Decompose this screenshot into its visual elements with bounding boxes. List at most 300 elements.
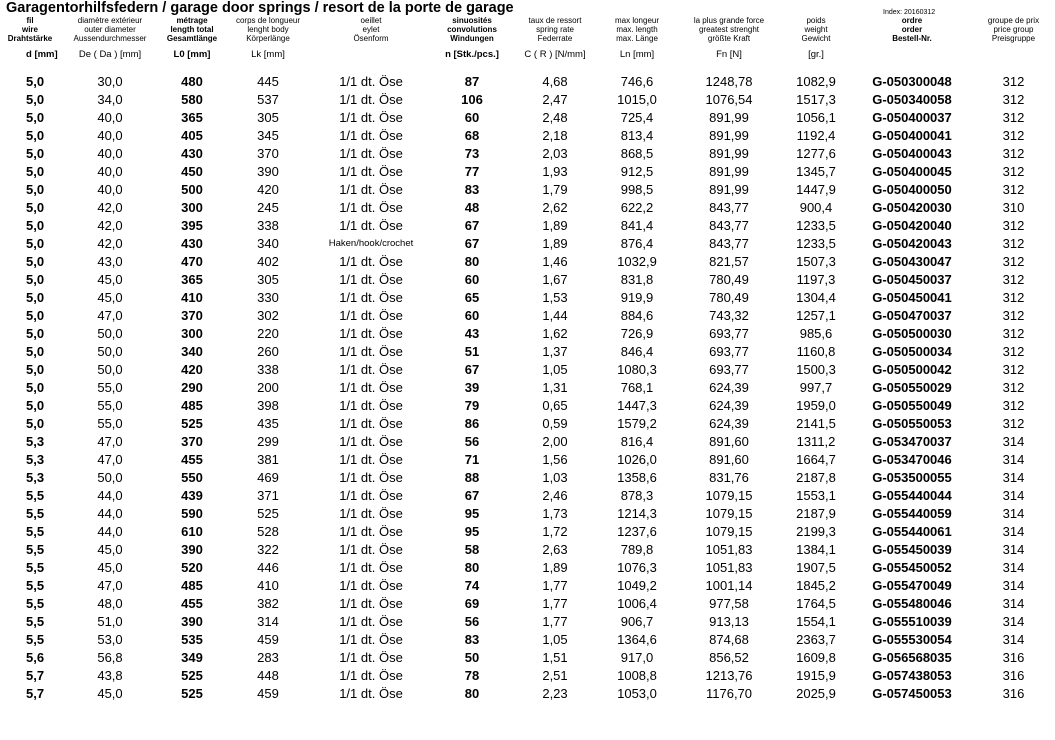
- table-cell: 370: [181, 308, 203, 323]
- table-cell: 34,0: [97, 92, 123, 107]
- table-cell: 1553,1: [796, 488, 836, 503]
- table-cell: 998,5: [620, 182, 654, 197]
- table-cell: 314: [1002, 614, 1025, 629]
- table-cell: 312: [1002, 218, 1025, 233]
- table-cell: 40,0: [97, 182, 123, 197]
- table-cell: 1/1 dt. Öse: [339, 92, 403, 107]
- table-cell: 1079,15: [705, 524, 753, 539]
- table-cell: 1,44: [542, 308, 568, 323]
- table-cell: 1/1 dt. Öse: [339, 380, 403, 395]
- table-cell: 299: [257, 434, 279, 449]
- table-cell: 2363,7: [796, 632, 836, 647]
- table-cell: 395: [181, 218, 203, 233]
- table-cell: G-053470037: [872, 434, 952, 449]
- table-cell: 5,5: [26, 506, 45, 521]
- table-cell: 74: [464, 578, 480, 593]
- table-cell: 56: [464, 434, 480, 449]
- table-cell: 1664,7: [796, 452, 836, 467]
- table-cell: 5,6: [26, 650, 45, 665]
- table-cell: 420: [181, 362, 203, 377]
- table-cell: 45,0: [97, 290, 123, 305]
- table-cell: 624,39: [709, 416, 749, 431]
- table-cell: 500: [181, 182, 203, 197]
- table-cell: 1/1 dt. Öse: [339, 470, 403, 485]
- table-row: [0, 361, 1055, 379]
- table-cell: 5,0: [26, 380, 45, 395]
- table-row: [0, 559, 1055, 577]
- table-cell: G-050300048: [872, 74, 952, 89]
- table-cell: G-050470037: [872, 308, 952, 323]
- header-line1-row: [0, 16, 1055, 25]
- header-line2-cell: price group: [993, 25, 1034, 34]
- table-cell: 1/1 dt. Öse: [339, 614, 403, 629]
- header-unit-cell: d [mm]: [26, 48, 58, 60]
- table-cell: 316: [1002, 668, 1025, 683]
- table-cell: 1051,83: [705, 560, 753, 575]
- table-cell: 831,8: [620, 272, 654, 287]
- table-cell: G-055510039: [872, 614, 952, 629]
- table-cell: 67: [464, 236, 480, 251]
- table-cell: 51: [464, 344, 480, 359]
- table-cell: G-050500030: [872, 326, 952, 341]
- table-cell: 1764,5: [796, 596, 836, 611]
- table-row: [0, 199, 1055, 217]
- table-cell: 856,52: [709, 650, 749, 665]
- table-cell: 445: [257, 74, 279, 89]
- table-cell: G-050430047: [872, 254, 952, 269]
- table-cell: 80: [464, 254, 480, 269]
- table-cell: 86: [464, 416, 480, 431]
- table-cell: 1/1 dt. Öse: [339, 686, 403, 701]
- table-cell: 1,05: [542, 362, 568, 377]
- header-line3-cell: größte Kraft: [707, 34, 751, 43]
- table-cell: 1/1 dt. Öse: [339, 290, 403, 305]
- table-cell: 390: [181, 614, 203, 629]
- table-row: [0, 253, 1055, 271]
- table-cell: 5,0: [26, 254, 45, 269]
- table-cell: G-050550049: [872, 398, 952, 413]
- header-line1-cell: la plus grande force: [693, 16, 765, 25]
- table-cell: 997,7: [799, 380, 833, 395]
- table-cell: 622,2: [620, 200, 654, 215]
- table-cell: 1053,0: [617, 686, 657, 701]
- table-cell: 1080,3: [617, 362, 657, 377]
- table-cell: 891,99: [709, 110, 749, 125]
- table-cell: 1257,1: [796, 308, 836, 323]
- table-row: [0, 217, 1055, 235]
- table-cell: 312: [1002, 326, 1025, 341]
- table-cell: 5,7: [26, 686, 45, 701]
- header-line3-cell: Ösenform: [353, 34, 389, 43]
- table-cell: 45,0: [97, 686, 123, 701]
- table-cell: 743,32: [709, 308, 749, 323]
- table-cell: 5,0: [26, 182, 45, 197]
- header-line1-cell: taux de ressort: [528, 16, 582, 25]
- header-line1-cell: métrage: [176, 16, 208, 25]
- table-cell: 245: [257, 200, 279, 215]
- table-cell: 79: [464, 398, 480, 413]
- table-cell: 891,60: [709, 452, 749, 467]
- table-cell: 1/1 dt. Öse: [339, 110, 403, 125]
- table-cell: 1/1 dt. Öse: [339, 308, 403, 323]
- table-cell: 1/1 dt. Öse: [339, 632, 403, 647]
- table-cell: 312: [1002, 416, 1025, 431]
- table-cell: 1/1 dt. Öse: [339, 488, 403, 503]
- table-cell: 1,31: [542, 380, 568, 395]
- table-cell: 874,68: [709, 632, 749, 647]
- table-cell: 1364,6: [617, 632, 657, 647]
- table-cell: 48,0: [97, 596, 123, 611]
- table-cell: 316: [1002, 650, 1025, 665]
- table-cell: 5,0: [26, 398, 45, 413]
- table-cell: G-050400041: [872, 128, 952, 143]
- table-cell: 58: [464, 542, 480, 557]
- table-cell: 1192,4: [796, 128, 836, 143]
- table-cell: 305: [257, 110, 279, 125]
- header-line3-cell: Windungen: [450, 34, 494, 43]
- table-cell: 525: [181, 686, 203, 701]
- table-cell: 5,0: [26, 200, 45, 215]
- table-cell: 1,89: [542, 218, 568, 233]
- header-line2-cell: wire: [21, 25, 38, 34]
- table-cell: 5,5: [26, 542, 45, 557]
- table-cell: G-050400037: [872, 110, 952, 125]
- table-row: [0, 577, 1055, 595]
- table-cell: 78: [464, 668, 480, 683]
- table-cell: 4,68: [542, 74, 568, 89]
- table-cell: 47,0: [97, 452, 123, 467]
- table-cell: 1026,0: [617, 452, 657, 467]
- table-cell: 1,53: [542, 290, 568, 305]
- table-cell: 200: [257, 380, 279, 395]
- table-cell: G-050420030: [872, 200, 952, 215]
- table-cell: 45,0: [97, 542, 123, 557]
- table-cell: 42,0: [97, 200, 123, 215]
- table-row: [0, 271, 1055, 289]
- table-cell: 50,0: [97, 470, 123, 485]
- table-cell: 1/1 dt. Öse: [339, 560, 403, 575]
- table-cell: 44,0: [97, 524, 123, 539]
- table-cell: Haken/hook/crochet: [328, 238, 414, 249]
- table-cell: 390: [181, 542, 203, 557]
- table-cell: G-055440059: [872, 506, 952, 521]
- table-cell: 726,9: [620, 326, 654, 341]
- table-cell: 1051,83: [705, 542, 753, 557]
- table-cell: 900,4: [799, 200, 833, 215]
- table-cell: 525: [257, 506, 279, 521]
- table-cell: 1907,5: [796, 560, 836, 575]
- table-cell: 846,4: [620, 344, 654, 359]
- header-line1-cell: poids: [806, 16, 826, 25]
- header-unit-cell: C ( R ) [N/mm]: [524, 48, 586, 60]
- header-line3-cell: Federrate: [537, 34, 573, 43]
- table-cell: 1176,70: [705, 686, 753, 701]
- table-cell: 1/1 dt. Öse: [339, 362, 403, 377]
- table-cell: 1/1 dt. Öse: [339, 128, 403, 143]
- table-cell: 340: [257, 236, 279, 251]
- table-cell: 2,47: [542, 92, 568, 107]
- table-cell: 67: [464, 362, 480, 377]
- table-cell: 1/1 dt. Öse: [339, 650, 403, 665]
- table-cell: 5,0: [26, 272, 45, 287]
- table-cell: 1076,3: [617, 560, 657, 575]
- table-cell: 1001,14: [705, 578, 753, 593]
- table-cell: 312: [1002, 272, 1025, 287]
- table-cell: G-057450053: [872, 686, 952, 701]
- table-cell: 349: [181, 650, 203, 665]
- table-cell: 371: [257, 488, 279, 503]
- table-cell: 56,8: [97, 650, 123, 665]
- table-cell: 71: [464, 452, 480, 467]
- table-cell: 2,23: [542, 686, 568, 701]
- header-line1-cell: sinuosités: [452, 16, 492, 25]
- table-cell: 1213,76: [705, 668, 753, 683]
- table-cell: 876,4: [620, 236, 654, 251]
- table-cell: 1/1 dt. Öse: [339, 416, 403, 431]
- table-cell: 40,0: [97, 146, 123, 161]
- table-cell: 312: [1002, 308, 1025, 323]
- table-cell: 1079,15: [705, 506, 753, 521]
- table-row: [0, 667, 1055, 685]
- table-cell: 5,5: [26, 488, 45, 503]
- table-cell: 2,63: [542, 542, 568, 557]
- header-unit-cell: De ( Da ) [mm]: [78, 48, 142, 60]
- table-row: [0, 523, 1055, 541]
- table-cell: G-050450037: [872, 272, 952, 287]
- table-cell: 469: [257, 470, 279, 485]
- table-cell: 693,77: [709, 344, 749, 359]
- table-cell: 525: [181, 668, 203, 683]
- table-cell: 1,51: [542, 650, 568, 665]
- table-cell: 1,62: [542, 326, 568, 341]
- table-row: [0, 649, 1055, 667]
- table-cell: 1/1 dt. Öse: [339, 218, 403, 233]
- table-cell: 1/1 dt. Öse: [339, 344, 403, 359]
- header-line2-cell: weight: [804, 25, 828, 34]
- table-cell: 44,0: [97, 506, 123, 521]
- table-cell: 5,5: [26, 578, 45, 593]
- table-cell: 1579,2: [617, 416, 657, 431]
- table-cell: 528: [257, 524, 279, 539]
- table-cell: 40,0: [97, 110, 123, 125]
- table-cell: 312: [1002, 128, 1025, 143]
- table-cell: 1609,8: [796, 650, 836, 665]
- table-cell: 42,0: [97, 218, 123, 233]
- table-cell: 891,99: [709, 146, 749, 161]
- table-cell: 1554,1: [796, 614, 836, 629]
- table-cell: 1015,0: [617, 92, 657, 107]
- table-cell: 435: [257, 416, 279, 431]
- table-row: [0, 397, 1055, 415]
- table-cell: 1079,15: [705, 488, 753, 503]
- table-cell: 283: [257, 650, 279, 665]
- table-cell: 1056,1: [796, 110, 836, 125]
- table-cell: 5,0: [26, 326, 45, 341]
- header-line1-cell: corps de longueur: [235, 16, 301, 25]
- header-line2-cell: eylet: [362, 25, 380, 34]
- table-cell: 1006,4: [617, 596, 657, 611]
- table-cell: 312: [1002, 146, 1025, 161]
- header-line1-cell: max longeur: [614, 16, 660, 25]
- table-row: [0, 109, 1055, 127]
- table-cell: 390: [257, 164, 279, 179]
- table-cell: 446: [257, 560, 279, 575]
- table-cell: 459: [257, 686, 279, 701]
- table-cell: 50,0: [97, 344, 123, 359]
- table-cell: 831,76: [709, 470, 749, 485]
- table-cell: 1,37: [542, 344, 568, 359]
- table-cell: 1233,5: [796, 218, 836, 233]
- table-cell: 55,0: [97, 380, 123, 395]
- table-row: [0, 415, 1055, 433]
- table-cell: 312: [1002, 398, 1025, 413]
- table-row: [0, 487, 1055, 505]
- table-cell: 693,77: [709, 362, 749, 377]
- table-cell: 312: [1002, 74, 1025, 89]
- table-cell: 312: [1002, 110, 1025, 125]
- table-cell: 5,5: [26, 524, 45, 539]
- table-cell: G-050400043: [872, 146, 952, 161]
- table-cell: 40,0: [97, 164, 123, 179]
- table-cell: G-050400045: [872, 164, 952, 179]
- table-cell: 88: [464, 470, 480, 485]
- table-cell: 220: [257, 326, 279, 341]
- table-row: [0, 145, 1055, 163]
- table-cell: 77: [464, 164, 480, 179]
- table-row: [0, 307, 1055, 325]
- header-line2-cell: length total: [170, 25, 214, 34]
- table-cell: 50,0: [97, 326, 123, 341]
- table-cell: 1517,3: [796, 92, 836, 107]
- table-row: [0, 289, 1055, 307]
- table-row: [0, 379, 1055, 397]
- table-cell: 535: [181, 632, 203, 647]
- table-cell: 312: [1002, 344, 1025, 359]
- table-cell: 5,3: [26, 470, 45, 485]
- table-cell: G-055440044: [872, 488, 952, 503]
- header-line2-cell: greatest strenght: [698, 25, 760, 34]
- table-cell: 314: [1002, 524, 1025, 539]
- table-row: [0, 595, 1055, 613]
- header-unit-cell: Lk [mm]: [251, 48, 285, 60]
- table-row: [0, 613, 1055, 631]
- table-cell: 314: [1002, 452, 1025, 467]
- table-cell: 314: [1002, 506, 1025, 521]
- table-cell: 87: [464, 74, 480, 89]
- header-unit-row: [0, 43, 1055, 65]
- table-cell: 0,59: [542, 416, 568, 431]
- table-cell: G-055470049: [872, 578, 952, 593]
- table-cell: 2,48: [542, 110, 568, 125]
- table-cell: 73: [464, 146, 480, 161]
- table-cell: 314: [1002, 578, 1025, 593]
- table-cell: 381: [257, 452, 279, 467]
- table-cell: 310: [1002, 200, 1025, 215]
- table-cell: 780,49: [709, 290, 749, 305]
- table-cell: 40,0: [97, 128, 123, 143]
- table-cell: G-056568035: [872, 650, 952, 665]
- table-cell: 891,99: [709, 182, 749, 197]
- table-cell: 0,65: [542, 398, 568, 413]
- table-cell: 1,89: [542, 236, 568, 251]
- table-cell: 919,9: [620, 290, 654, 305]
- table-cell: 69: [464, 596, 480, 611]
- table-cell: 1160,8: [796, 344, 836, 359]
- table-cell: 580: [181, 92, 203, 107]
- table-cell: 5,0: [26, 92, 45, 107]
- table-cell: G-050450041: [872, 290, 952, 305]
- table-cell: 1/1 dt. Öse: [339, 398, 403, 413]
- table-cell: 537: [257, 92, 279, 107]
- table-cell: 55,0: [97, 416, 123, 431]
- table-cell: 1/1 dt. Öse: [339, 452, 403, 467]
- table-cell: 2025,9: [796, 686, 836, 701]
- table-cell: 884,6: [620, 308, 654, 323]
- table-cell: 906,7: [620, 614, 654, 629]
- table-cell: 1076,54: [705, 92, 753, 107]
- table-cell: 5,0: [26, 344, 45, 359]
- table-cell: 1,05: [542, 632, 568, 647]
- table-cell: 1311,2: [796, 434, 836, 449]
- table-cell: 370: [257, 146, 279, 161]
- table-cell: 1/1 dt. Öse: [339, 146, 403, 161]
- table-cell: 843,77: [709, 236, 749, 251]
- table-row: [0, 541, 1055, 559]
- table-cell: 314: [1002, 560, 1025, 575]
- table-cell: 470: [181, 254, 203, 269]
- header-line1-cell: diamètre extérieur: [77, 16, 143, 25]
- table-row: [0, 505, 1055, 523]
- table-row: [0, 325, 1055, 343]
- table-cell: 1/1 dt. Öse: [339, 668, 403, 683]
- table-cell: 1/1 dt. Öse: [339, 596, 403, 611]
- table-cell: 45,0: [97, 272, 123, 287]
- table-cell: 300: [181, 200, 203, 215]
- table-cell: 83: [464, 632, 480, 647]
- table-cell: 1082,9: [796, 74, 836, 89]
- table-cell: 813,4: [620, 128, 654, 143]
- table-row: [0, 433, 1055, 451]
- table-cell: 1447,3: [617, 398, 657, 413]
- table-cell: 340: [181, 344, 203, 359]
- table-cell: G-055530054: [872, 632, 952, 647]
- table-cell: 1/1 dt. Öse: [339, 434, 403, 449]
- table-cell: 1233,5: [796, 236, 836, 251]
- table-cell: 42,0: [97, 236, 123, 251]
- table-cell: 312: [1002, 164, 1025, 179]
- table-cell: 610: [181, 524, 203, 539]
- table-cell: 260: [257, 344, 279, 359]
- table-cell: 80: [464, 686, 480, 701]
- table-cell: 47,0: [97, 578, 123, 593]
- table-cell: 1197,3: [796, 272, 836, 287]
- table-cell: 43,0: [97, 254, 123, 269]
- table-row: [0, 469, 1055, 487]
- table-row: [0, 181, 1055, 199]
- table-cell: 450: [181, 164, 203, 179]
- table-cell: 5,0: [26, 110, 45, 125]
- table-cell: 67: [464, 218, 480, 233]
- header-unit-cell: Fn [N]: [716, 48, 742, 60]
- header-line1-cell: fil: [26, 16, 34, 25]
- table-cell: 5,0: [26, 146, 45, 161]
- table-cell: 47,0: [97, 308, 123, 323]
- table-cell: G-050550053: [872, 416, 952, 431]
- table-cell: 590: [181, 506, 203, 521]
- table-cell: 843,77: [709, 218, 749, 233]
- index-note: Index: 20160312: [883, 9, 936, 16]
- table-cell: 5,0: [26, 164, 45, 179]
